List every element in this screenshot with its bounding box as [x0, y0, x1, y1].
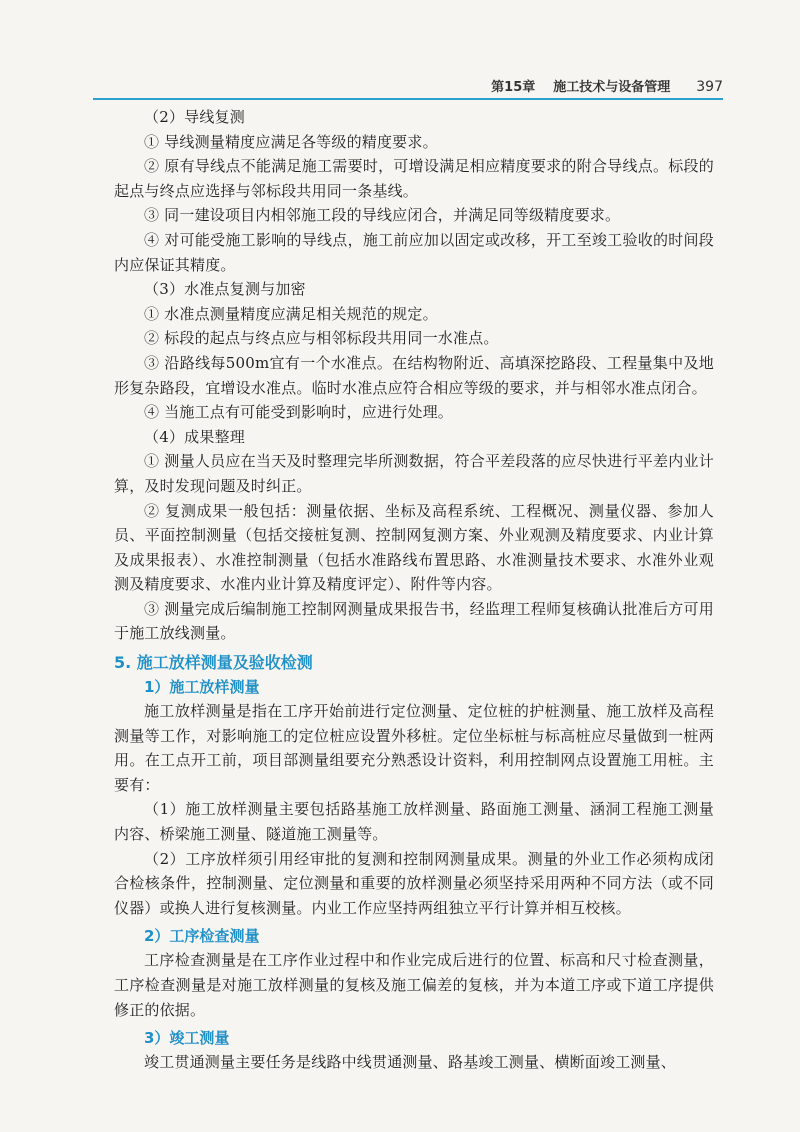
- subsection-title: 3）竣工测量: [144, 1029, 230, 1048]
- chapter-label: 第15章: [491, 80, 536, 95]
- paragraph: （2）工序放样须引用经审批的复测和控制网测量成果。测量的外业工作必须构成闭合检核条件，控制测量、定位测量和重要的放样测量必须坚持采用两种不同方法（或不同仪器）或换人进行复核测量。内业工作应坚持两组独立平行计算并相互校核。: [114, 849, 714, 917]
- paragraph: ② 复测成果一般包括：测量依据、坐标及高程系统、工程概况、测量仪器、参加人员、平面控制测量（包括交接桩复测、控制网复测方案、外业观测及精度要求、内业计算及成果报表）、水准控制测量（包括水准路线布置思路、水准测量技术要求、水准外业观测及精度要求、水准内业计算及精度评定）、附件等内容。: [114, 501, 714, 594]
- subsection-title: 1）施工放样测量: [144, 678, 260, 697]
- paragraph: ③ 同一建设项目内相邻施工段的导线应闭合，并满足同等级精度要求。: [144, 206, 621, 225]
- subsection-heading: （4）成果整理: [144, 427, 245, 446]
- paragraph: ② 标段的起点与终点应与相邻标段共用同一水准点。: [144, 329, 499, 348]
- paragraph: ① 测量人员应在当天及时整理完毕所测数据，符合平差段落的应尽快进行平差内业计算，及时发现问题及时纠正。: [114, 452, 714, 495]
- running-head: [491, 76, 723, 95]
- paragraph: ③ 测量完成后编制施工控制网测量成果报告书，经监理工程师复核确认批准后方可用于施工放线测量。: [114, 599, 714, 643]
- section-heading: 5. 施工放样测量及验收检测: [114, 653, 313, 673]
- subsection-heading: （2）导线复测: [144, 108, 245, 126]
- paragraph: ② 原有导线点不能满足施工需要时，可增设满足相应精度要求的附合导线点。标段的起点与终点应选择与邻标段共用同一条基线。: [114, 157, 714, 200]
- paragraph: 竣工贯通测量主要任务是线路中线贯通测量、路基竣工测量、横断面竣工测量、: [144, 1053, 677, 1072]
- subsection-heading: （3）水准点复测与加密: [144, 280, 306, 299]
- page-number: 397: [696, 79, 723, 95]
- paragraph: ④ 对可能受施工影响的导线点，施工前应加以固定或改移，开工至竣工验收的时间段内应保证其精度。: [114, 230, 714, 274]
- paragraph: 工序检查测量是在工序作业过程中和作业完成后进行的位置、标高和尺寸检查测量，工序检查测量是对施工放样测量的复核及施工偏差的复核，并为本道工序或下道工序提供修正的依据。: [114, 951, 714, 1019]
- chapter-title: 施工技术与设备管理: [553, 80, 671, 95]
- paragraph: （1）施工放样测量主要包括路基施工放样测量、路面施工测量、涵洞工程施工测量内容、桥梁施工测量、隧道施工测量等。: [114, 800, 714, 844]
- paragraph: 施工放样测量是指在工序开始前进行定位测量、定位桩的护桩测量、施工放样及高程测量等工作，对影响施工的定位桩应设置外移桩。定位坐标桩与标高桩应尽量做到一桩两用。在工点开工前，项目部测量组要充分熟悉设计资料，利用控制网点设置施工用桩。主要有：: [114, 702, 714, 794]
- paragraph: ④ 当施工点有可能受到影响时，应进行处理。: [144, 403, 453, 422]
- page-header: [93, 72, 723, 102]
- paragraph: ① 水准点测量精度应满足相关规范的规定。: [144, 304, 438, 323]
- page-body: [114, 105, 714, 1075]
- paragraph: ③ 沿路线每500m宜有一个水准点。在结构物附近、高填深挖路段、工程量集中及地形复杂路段，宜增设水准点。临时水准点应符合相应等级的要求，并与相邻水准点闭合。: [114, 353, 714, 397]
- paragraph: ① 导线测量精度应满足各等级的精度要求。: [144, 132, 438, 151]
- header-rule: [93, 98, 723, 100]
- subsection-title: 2）工序检查测量: [144, 927, 260, 946]
